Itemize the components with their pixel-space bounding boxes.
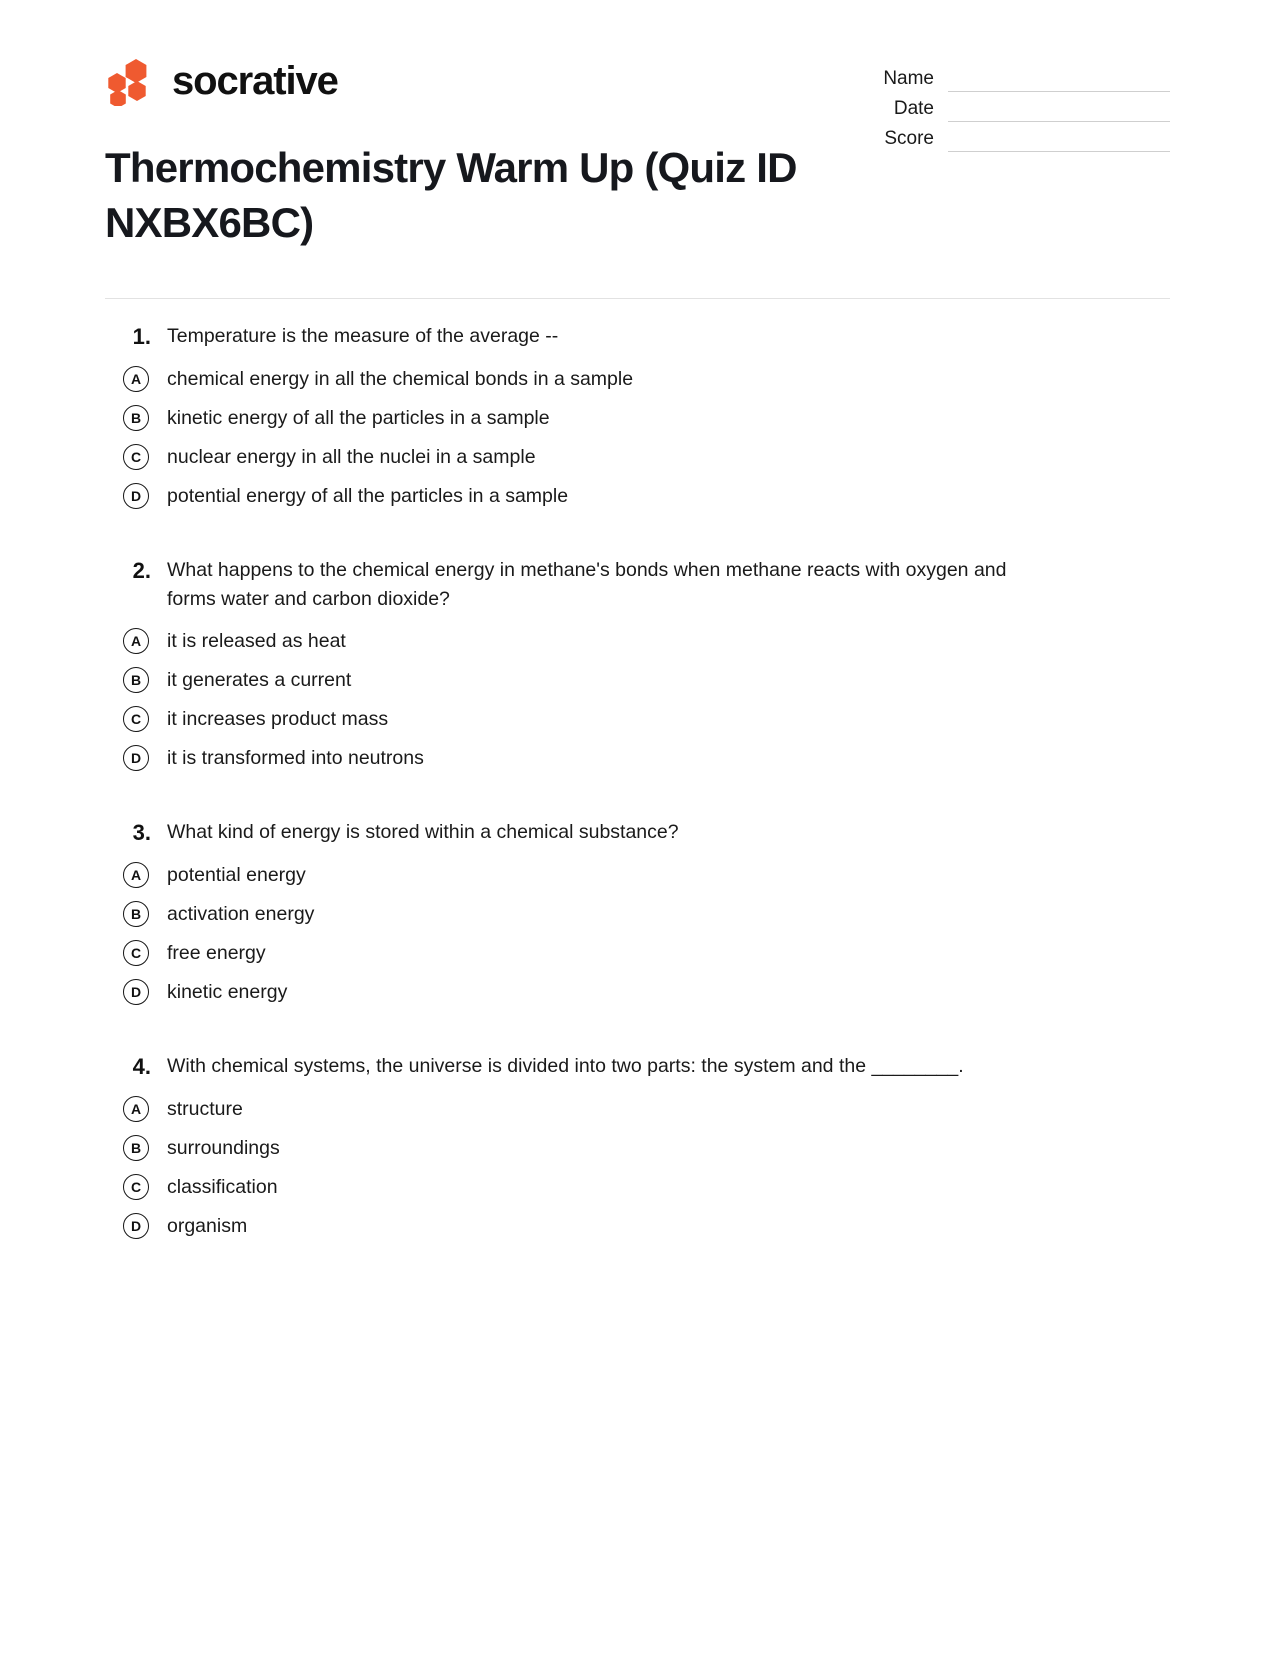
answer-choice[interactable]	[105, 1172, 1170, 1202]
socrative-hexagon-logo-icon	[105, 56, 155, 106]
answer-choice-bubble[interactable]: B	[123, 1135, 149, 1161]
answer-choice-bubble[interactable]: D	[123, 745, 149, 771]
answer-choice-bubble[interactable]: D	[123, 483, 149, 509]
answer-choice-bubble-wrap	[105, 704, 167, 732]
answer-choice-bubble[interactable]: C	[123, 444, 149, 470]
question-text: What happens to the chemical energy in methane's bonds when methane reacts with oxygen and forms water and carbon dioxide?	[167, 559, 1007, 610]
score-label: Score	[884, 128, 934, 149]
answer-choice-bubble-wrap	[105, 481, 167, 509]
date-row	[830, 92, 1170, 122]
score-row	[830, 122, 1170, 152]
question-block	[105, 556, 1170, 773]
name-row	[830, 62, 1170, 92]
question-header	[105, 556, 1170, 614]
answer-choice[interactable]	[105, 364, 1170, 394]
answer-choice[interactable]	[105, 403, 1170, 433]
answer-choice-bubble[interactable]: A	[123, 1096, 149, 1122]
answer-choice-text: it is released as heat	[167, 630, 346, 652]
answer-choice[interactable]	[105, 743, 1170, 773]
answer-choice-bubble-wrap	[105, 743, 167, 771]
question-number: 2.	[132, 558, 151, 583]
answer-choice[interactable]	[105, 1133, 1170, 1163]
question-block	[105, 322, 1170, 511]
answer-choice-text: classification	[167, 1176, 278, 1198]
answer-choice-bubble[interactable]: C	[123, 940, 149, 966]
answer-choice[interactable]	[105, 860, 1170, 890]
answer-choice-bubble-wrap	[105, 899, 167, 927]
score-input[interactable]	[948, 130, 1170, 152]
answer-choice-text: activation energy	[167, 903, 315, 925]
answer-choice-text: nuclear energy in all the nuclei in a sample	[167, 446, 536, 468]
answer-choice[interactable]	[105, 481, 1170, 511]
question-text: With chemical systems, the universe is divided into two parts: the system and the ________.	[167, 1055, 964, 1077]
answer-choice[interactable]	[105, 442, 1170, 472]
answer-choice[interactable]	[105, 626, 1170, 656]
answer-choice-text: chemical energy in all the chemical bonds in a sample	[167, 368, 634, 390]
answer-choice-text: surroundings	[167, 1137, 280, 1159]
date-input[interactable]	[948, 100, 1170, 122]
question-number: 4.	[132, 1054, 151, 1079]
student-meta-block	[830, 62, 1170, 152]
question-header	[105, 1052, 1170, 1082]
answer-choice-bubble-wrap	[105, 1094, 167, 1122]
answer-choice-bubble-wrap	[105, 977, 167, 1005]
answer-choice-text: potential energy of all the particles in a sample	[167, 485, 569, 507]
answer-choice-bubble[interactable]: C	[123, 1174, 149, 1200]
answer-choice-bubble-wrap	[105, 1211, 167, 1239]
answer-choice-bubble-wrap	[105, 442, 167, 470]
question-block	[105, 1052, 1170, 1241]
answer-choice[interactable]	[105, 938, 1170, 968]
answer-choice[interactable]	[105, 704, 1170, 734]
answer-choice-bubble-wrap	[105, 626, 167, 654]
header-divider	[105, 298, 1170, 299]
answer-choice-bubble[interactable]: B	[123, 667, 149, 693]
answer-choice-text: it increases product mass	[167, 708, 389, 730]
answer-choice-text: it generates a current	[167, 669, 352, 691]
answer-choice-bubble[interactable]: A	[123, 628, 149, 654]
questions-list	[105, 322, 1170, 1286]
answer-choice-bubble-wrap	[105, 1133, 167, 1161]
question-block	[105, 818, 1170, 1007]
answer-choice-bubble-wrap	[105, 364, 167, 392]
answer-choice[interactable]	[105, 1211, 1170, 1241]
answer-choice-text: structure	[167, 1098, 243, 1120]
brand-name: socrative	[172, 59, 338, 103]
answer-choice-bubble-wrap	[105, 665, 167, 693]
answer-choice-text: free energy	[167, 942, 266, 964]
answer-choice-bubble[interactable]: D	[123, 1213, 149, 1239]
answer-choice-bubble[interactable]: C	[123, 706, 149, 732]
question-text: Temperature is the measure of the average --	[167, 325, 559, 347]
answer-choice[interactable]	[105, 665, 1170, 695]
answer-choice-bubble-wrap	[105, 860, 167, 888]
answer-choice-bubble[interactable]: B	[123, 901, 149, 927]
question-header	[105, 322, 1170, 352]
answer-choice-bubble[interactable]: A	[123, 366, 149, 392]
question-number: 1.	[132, 324, 151, 349]
date-label: Date	[893, 98, 934, 119]
page-title: Thermochemistry Warm Up (Quiz ID NXBX6BC)	[105, 144, 797, 247]
question-text: What kind of energy is stored within a chemical substance?	[167, 821, 679, 843]
name-input[interactable]	[948, 70, 1170, 92]
answer-choice-text: it is transformed into neutrons	[167, 747, 424, 769]
answer-choice[interactable]	[105, 899, 1170, 929]
answer-choice-bubble-wrap	[105, 403, 167, 431]
answer-choice-bubble[interactable]: A	[123, 862, 149, 888]
answer-choice-text: kinetic energy	[167, 981, 288, 1003]
answer-choice-bubble[interactable]: D	[123, 979, 149, 1005]
worksheet-header	[105, 0, 1170, 246]
question-header	[105, 818, 1170, 848]
answer-choice[interactable]	[105, 977, 1170, 1007]
answer-choice-bubble-wrap	[105, 1172, 167, 1200]
answer-choice[interactable]	[105, 1094, 1170, 1124]
answer-choice-bubble[interactable]: B	[123, 405, 149, 431]
question-number: 3.	[132, 820, 151, 845]
answer-choice-bubble-wrap	[105, 938, 167, 966]
answer-choice-text: organism	[167, 1215, 248, 1237]
answer-choice-text: kinetic energy of all the particles in a sample	[167, 407, 550, 429]
answer-choice-text: potential energy	[167, 864, 306, 886]
name-label: Name	[883, 68, 934, 89]
